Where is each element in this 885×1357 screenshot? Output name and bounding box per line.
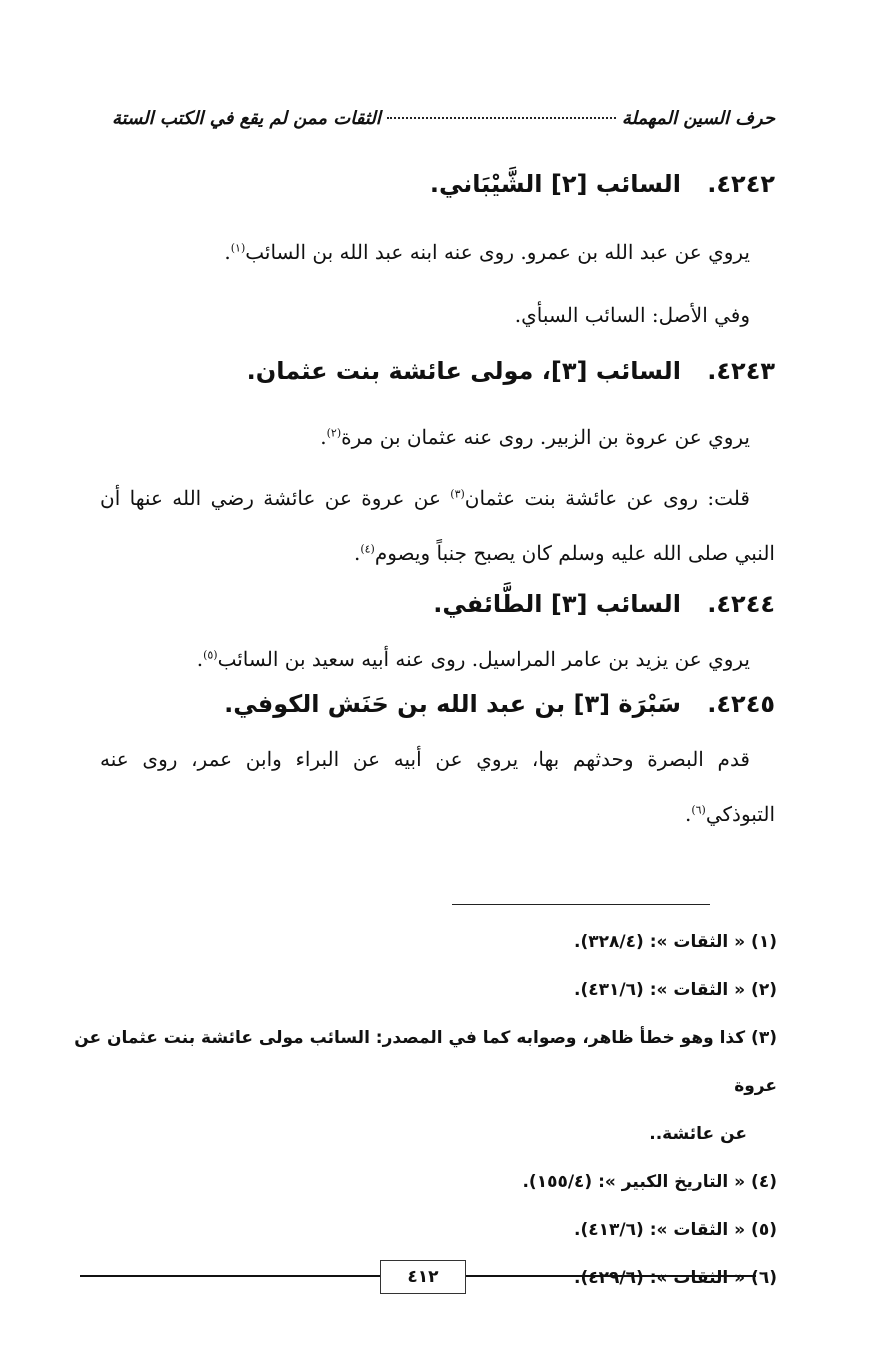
footnote-marker: (٣) [450,487,465,501]
paragraph-text: يروي عن يزيد بن عامر المراسيل. روى عنه أبيه سعيد بن السائب [217,647,750,671]
entry-name: السائب [٢] الشَّيْبَاني. [429,170,681,198]
paragraph-end: . [320,425,327,449]
header-dots [387,117,616,119]
footnote-continuation: عن عائشة.. [649,1124,747,1144]
running-header [112,108,775,129]
paragraph-text: وفي الأصل: السائب السبأي. [514,303,750,327]
paragraph-text: قلت: روى عن عائشة بنت عثمان [464,486,750,510]
paragraph-end: . [224,240,231,264]
footnote: (٥) « الثقات »: (٤١٣/٦). [574,1220,777,1240]
footnote-marker: (١) [230,241,246,255]
paragraph-text: عن عروة عن عائشة رضي الله عنها أن النبي صلى الله عليه وسلم كان يصبح جنباً ويصوم [100,486,775,565]
entry-number: ٤٢٤٤. [707,590,775,618]
footnote: (١) « الثقات »: (٣٢٨/٤). [574,932,777,952]
entry-title [95,170,775,198]
entry-name: السائب [٣] الطَّائفي. [433,590,681,618]
footnote-separator [452,904,710,905]
footnote: (٤) « التاريخ الكبير »: (١٥٥/٤). [522,1172,777,1192]
entry-title [95,357,775,385]
entry-paragraph [100,225,750,280]
footnote-marker: (٦) [691,803,706,817]
entry-number: ٤٢٤٢. [707,170,775,198]
footnote-marker: (٤) [360,542,375,556]
header-chapter: حرف السين المهملة [621,108,775,129]
entry-number: ٤٢٤٥. [707,690,775,718]
entry-paragraph [100,471,775,581]
paragraph-text: يروي عن عروة بن الزبير. روى عنه عثمان بن مرة [341,425,750,449]
paragraph-end: . [353,541,361,565]
entry-paragraph [100,632,750,687]
entry-name: سَبْرَة [٣] بن عبد الله بن حَنَش الكوفي. [224,690,681,718]
paragraph-text: يروي عن عبد الله بن عمرو. روى عنه ابنه عبد الله بن السائب [245,240,750,264]
footnote: (٢) « الثقات »: (٤٣١/٦). [574,980,777,1000]
footnotes [67,918,777,1302]
paragraph-end: . [684,802,692,826]
entry-title [95,690,775,718]
entry-title [95,590,775,618]
footnote: (٦) « الثقات »: (٤٢٩/٦). [574,1268,777,1288]
entry-paragraph [100,288,750,343]
paragraph-text: قدم البصرة وحدثهم بها، يروي عن أبيه عن البراء وابن عمر، روى عنه التبوذكي [100,747,775,826]
footnote-marker: (٢) [326,426,342,440]
header-book-title: الثقات ممن لم يقع في الكتب الستة [112,108,381,129]
entry-paragraph [100,732,775,842]
footnote-marker: (٥) [203,648,218,662]
footnote: (٣) كذا وهو خطأ ظاهر، وصوابه كما في المصدر: السائب مولى عائشة بنت عثمان عن عروة [74,1028,777,1096]
entry-name: السائب [٣]، مولى عائشة بنت عثمان. [246,357,681,385]
page-number: ٤١٢ [380,1260,466,1294]
paragraph-end: . [196,647,204,671]
entry-paragraph [100,410,750,465]
entry-number: ٤٢٤٣. [707,357,775,385]
